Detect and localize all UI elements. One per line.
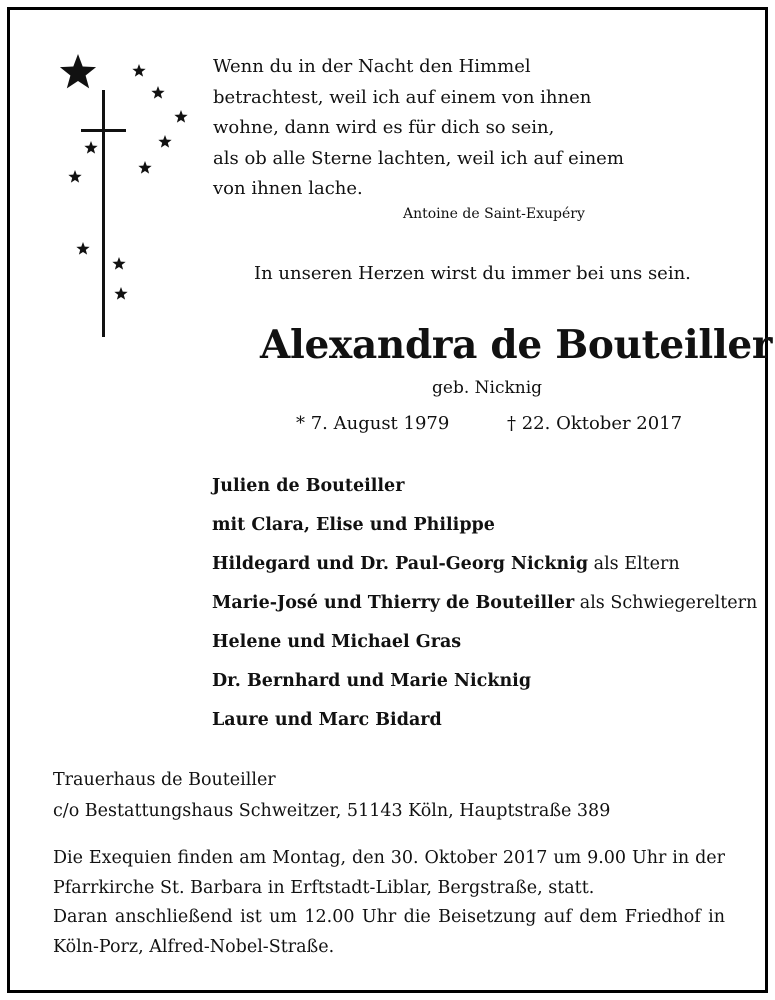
address-line: c/o Bestattungshaus Schweitzer, 51143 Köln, Hauptstraße 389 xyxy=(53,800,611,821)
cross-and-stars-decoration xyxy=(10,10,210,350)
star-icon xyxy=(138,161,151,174)
obituary-card xyxy=(7,7,773,993)
star-icon xyxy=(60,54,96,88)
star-icon xyxy=(112,257,125,270)
mourner-names: mit Clara, Elise und Philippe xyxy=(212,515,495,535)
star-icon xyxy=(151,86,164,99)
star-icon xyxy=(68,170,81,183)
cross-icon xyxy=(81,90,126,337)
motto: In unseren Herzen wirst du immer bei uns sein. xyxy=(254,263,691,284)
poem-quote xyxy=(213,52,624,205)
address-line: Trauerhaus de Bouteiller xyxy=(53,770,276,790)
mourner-entry xyxy=(212,476,404,496)
star-icon xyxy=(132,64,145,77)
mourner-names: Dr. Bernhard und Marie Nicknig xyxy=(212,671,532,691)
birth-date: * 7. August 1979 xyxy=(296,413,450,434)
poem-line: wohne, dann wird es für dich so sein, xyxy=(213,117,555,138)
mourner-entry xyxy=(212,671,531,691)
poem-line: als ob alle Sterne lachten, weil ich auf einem xyxy=(213,147,624,169)
star-icon xyxy=(174,110,187,123)
service-details xyxy=(53,844,725,962)
birth-name: geb. Nicknig xyxy=(432,378,543,398)
mourner-entry xyxy=(212,710,442,730)
mourner-entry xyxy=(212,554,680,574)
mourner-role: als Eltern xyxy=(593,554,680,574)
mourner-entry xyxy=(212,593,757,613)
poem-author: Antoine de Saint-Exupéry xyxy=(403,206,585,222)
mourner-names: Julien de Bouteiller xyxy=(212,476,405,496)
mourner-names: Laure und Marc Bidard xyxy=(212,710,442,730)
mourner-names: Hildegard und Dr. Paul-Georg Nicknig xyxy=(212,554,589,574)
mourning-house-address xyxy=(53,765,610,826)
death-date: † 22. Oktober 2017 xyxy=(507,413,683,434)
service-paragraph: Daran anschließend ist um 12.00 Uhr die Beisetzung auf dem Friedhof in Köln-Porz, Alfred-Nobel-Straße. xyxy=(53,907,725,957)
mourner-entry xyxy=(212,515,495,535)
star-icon xyxy=(114,287,127,300)
poem-line: betrachtest, weil ich auf einem von ihnen xyxy=(213,86,592,108)
star-icon xyxy=(158,135,171,148)
mourner-role: als Schwiegereltern xyxy=(579,593,758,613)
mourner-names: Marie-José und Thierry de Bouteiller xyxy=(212,593,575,613)
mourner-names: Helene und Michael Gras xyxy=(212,632,462,652)
service-paragraph: Die Exequien finden am Montag, den 30. Oktober 2017 um 9.00 Uhr in der Pfarrkirche St. Barbara in Erftstadt-Liblar, Bergstraße, statt. xyxy=(53,848,725,898)
deceased-name: Alexandra de Bouteiller xyxy=(260,322,773,368)
star-icon xyxy=(76,242,89,255)
mourner-entry xyxy=(212,632,461,652)
poem-line: Wenn du in der Nacht den Himmel xyxy=(213,56,531,77)
star-icon xyxy=(84,141,97,154)
poem-line: von ihnen lache. xyxy=(213,178,363,199)
